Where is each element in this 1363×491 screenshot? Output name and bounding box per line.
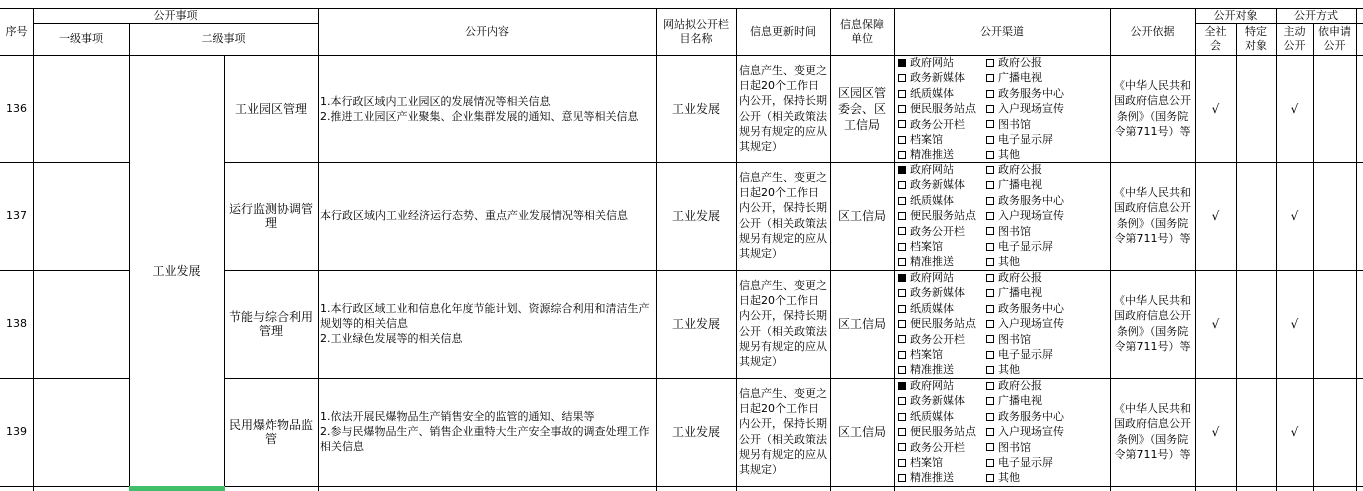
channel-label: 纸质媒体 xyxy=(910,193,954,207)
checkbox-icon[interactable] xyxy=(986,90,994,98)
column-name-cell: 工业发展 xyxy=(671,424,720,439)
channel-label: 政务服务中心 xyxy=(998,193,1064,207)
channel-option[interactable] xyxy=(985,55,1105,70)
checkbox-icon[interactable] xyxy=(986,305,994,313)
channel-label: 入户现场宣传 xyxy=(998,317,1064,331)
channel-label: 政府网站 xyxy=(910,163,954,176)
channel-label: 精准推送 xyxy=(910,363,954,377)
channel-option[interactable] xyxy=(897,254,985,269)
checkbox-icon[interactable] xyxy=(898,181,906,189)
channel-option[interactable] xyxy=(985,147,1105,162)
checkbox-icon[interactable] xyxy=(986,120,994,128)
channel-option[interactable] xyxy=(985,132,1105,147)
checkbox-icon[interactable] xyxy=(898,413,906,421)
content-cell: 1.本行政区域内工业园区的发展情况等相关信息 2.推进工业园区产业聚集、企业集群发展的通知、意见等相关信息 xyxy=(320,94,639,123)
channel-option[interactable] xyxy=(897,177,985,192)
checkbox-icon[interactable] xyxy=(986,243,994,251)
channel-option[interactable] xyxy=(985,117,1105,132)
header-basis: 公开依据 xyxy=(1130,24,1175,38)
checkbox-icon[interactable] xyxy=(986,274,994,282)
channel-label: 政务服务中心 xyxy=(998,409,1064,423)
channel-label: 广播电视 xyxy=(998,71,1042,85)
item-name-cell: 节能与综合利用管理 xyxy=(228,309,313,338)
target-specific-mark xyxy=(1236,378,1276,485)
target-specific-mark xyxy=(1236,162,1276,269)
channel-option[interactable] xyxy=(897,162,985,177)
channel-label: 入户现场宣传 xyxy=(998,425,1064,439)
checkbox-icon[interactable] xyxy=(986,474,994,482)
header-target-all: 全社会 xyxy=(1204,25,1227,52)
header-column-name: 网站拟公开栏目名称 xyxy=(663,17,729,45)
channel-label: 政务新媒体 xyxy=(910,394,965,408)
channel-option[interactable] xyxy=(985,455,1105,470)
method-apply-mark xyxy=(1313,162,1356,269)
header-method-active: 主动公开 xyxy=(1283,25,1306,52)
item-name-cell: 民用爆炸物品监管 xyxy=(228,417,313,446)
checkbox-icon[interactable] xyxy=(898,136,906,144)
checkbox-icon[interactable] xyxy=(986,212,994,220)
channel-label: 纸质媒体 xyxy=(910,409,954,423)
channel-label: 入户现场宣传 xyxy=(998,102,1064,116)
checkbox-icon[interactable] xyxy=(898,289,906,297)
channel-option[interactable] xyxy=(897,301,985,316)
checkbox-icon[interactable] xyxy=(898,212,906,220)
header-guarantee-unit: 信息保障单位 xyxy=(840,17,884,45)
checkbox-icon[interactable] xyxy=(986,59,994,67)
channel-option[interactable] xyxy=(897,70,985,85)
seq-cell: 139 xyxy=(6,424,27,438)
channel-option[interactable] xyxy=(985,254,1105,269)
checkbox-icon[interactable] xyxy=(986,382,994,390)
channel-option[interactable] xyxy=(985,70,1105,85)
header-seq: 序号 xyxy=(5,24,28,38)
checkbox-icon[interactable] xyxy=(898,305,906,313)
method-apply-mark xyxy=(1313,55,1356,162)
header-target: 公开对象 xyxy=(1213,8,1258,22)
checkbox-icon[interactable] xyxy=(898,351,906,359)
update-time-cell: 信息产生、变更之日起20个工作日内公开，保持长期公开（相关政策法规另有规定的应从其规定） xyxy=(739,170,827,261)
update-time-cell: 信息产生、变更之日起20个工作日内公开，保持长期公开（相关政策法规另有规定的应从其规定） xyxy=(739,386,827,477)
basis-cell: 《中华人民共和国政府信息公开条例》（国务院令第711号）等 xyxy=(1114,293,1191,353)
channel-label: 图书馆 xyxy=(998,224,1031,238)
channel-checklist xyxy=(897,162,1109,270)
channel-option[interactable] xyxy=(897,470,985,485)
channel-label: 精准推送 xyxy=(910,255,954,269)
channel-option[interactable] xyxy=(985,285,1105,300)
channel-label: 政务服务中心 xyxy=(998,301,1064,315)
channel-label: 便民服务站点 xyxy=(910,102,976,116)
header-method: 公开方式 xyxy=(1294,8,1338,22)
guarantee-unit-cell: 区园区管委会、区工信局 xyxy=(837,85,886,132)
checkbox-icon[interactable] xyxy=(986,227,994,235)
checkbox-icon[interactable] xyxy=(898,197,906,205)
channel-label: 政府公报 xyxy=(998,379,1042,392)
target-specific-mark xyxy=(1236,270,1276,377)
channel-label: 政务新媒体 xyxy=(910,71,965,85)
channel-option[interactable] xyxy=(897,378,985,393)
checked-box-icon[interactable] xyxy=(898,59,906,67)
basis-cell: 《中华人民共和国政府信息公开条例》（国务院令第711号）等 xyxy=(1114,401,1191,461)
channel-option[interactable] xyxy=(897,362,985,377)
checkbox-icon[interactable] xyxy=(986,105,994,113)
channel-label: 政府公报 xyxy=(998,56,1042,69)
channel-option[interactable] xyxy=(897,347,985,362)
channel-label: 电子显示屏 xyxy=(998,240,1053,254)
checkbox-icon[interactable] xyxy=(986,151,994,159)
basis-cell: 《中华人民共和国政府信息公开条例》（国务院令第711号）等 xyxy=(1114,185,1191,245)
channel-option[interactable] xyxy=(897,316,985,331)
selected-cell-indicator xyxy=(129,486,225,491)
checkbox-icon[interactable] xyxy=(986,74,994,82)
channel-checklist xyxy=(897,55,1109,163)
target-specific-mark xyxy=(1236,55,1276,162)
column-name-cell: 工业发展 xyxy=(671,208,720,223)
checkbox-icon[interactable] xyxy=(898,105,906,113)
channel-label: 广播电视 xyxy=(998,178,1042,192)
channel-option[interactable] xyxy=(985,162,1105,177)
level2-group-cell: 工业发展 xyxy=(152,263,201,278)
channel-option[interactable] xyxy=(897,424,985,439)
channel-option[interactable] xyxy=(985,208,1105,223)
guarantee-unit-cell: 区工信局 xyxy=(837,208,886,223)
channel-label: 政府网站 xyxy=(910,379,954,392)
channel-label: 其他 xyxy=(998,471,1020,485)
channel-option[interactable] xyxy=(897,455,985,470)
channel-option[interactable] xyxy=(985,362,1105,377)
channel-label: 纸质媒体 xyxy=(910,86,954,100)
channel-label: 电子显示屏 xyxy=(998,133,1053,147)
seq-cell: 137 xyxy=(6,208,27,222)
channel-option[interactable] xyxy=(897,208,985,223)
channel-label: 广播电视 xyxy=(998,394,1042,408)
channel-checklist xyxy=(897,270,1109,378)
method-active-mark: √ xyxy=(1290,424,1299,439)
checkbox-icon[interactable] xyxy=(898,227,906,235)
channel-label: 其他 xyxy=(998,255,1020,269)
checkbox-icon[interactable] xyxy=(986,136,994,144)
channel-option[interactable] xyxy=(985,424,1105,439)
channel-label: 档案馆 xyxy=(910,456,943,470)
header-level1: 一级事项 xyxy=(59,32,103,45)
channel-option[interactable] xyxy=(897,147,985,162)
channel-label: 便民服务站点 xyxy=(910,209,976,223)
basis-cell: 《中华人民共和国政府信息公开条例》（国务院令第711号）等 xyxy=(1114,78,1191,138)
channel-option[interactable] xyxy=(897,440,985,455)
channel-option[interactable] xyxy=(897,117,985,132)
channel-label: 政务公开栏 xyxy=(910,224,965,238)
update-time-cell: 信息产生、变更之日起20个工作日内公开，保持长期公开（相关政策法规另有规定的应从其规定） xyxy=(739,278,827,369)
channel-option[interactable] xyxy=(985,101,1105,116)
checkbox-icon[interactable] xyxy=(986,366,994,374)
checkbox-icon[interactable] xyxy=(898,243,906,251)
header-content: 公开内容 xyxy=(465,24,509,38)
checkbox-icon[interactable] xyxy=(986,428,994,436)
content-cell: 本行政区域内工业经济运行态势、重点产业发展情况等相关信息 xyxy=(320,209,628,222)
seq-cell: 138 xyxy=(6,316,27,330)
channel-option[interactable] xyxy=(985,332,1105,347)
checkbox-icon[interactable] xyxy=(986,197,994,205)
channel-option[interactable] xyxy=(985,86,1105,101)
channel-label: 图书馆 xyxy=(998,117,1031,131)
checked-box-icon[interactable] xyxy=(898,166,906,174)
channel-label: 档案馆 xyxy=(910,240,943,254)
channel-option[interactable] xyxy=(985,177,1105,192)
channel-checklist xyxy=(897,378,1109,486)
channel-option[interactable] xyxy=(897,132,985,147)
channel-label: 档案馆 xyxy=(910,133,943,147)
checkbox-icon[interactable] xyxy=(898,366,906,374)
channel-label: 图书馆 xyxy=(998,332,1031,346)
channel-label: 其他 xyxy=(998,363,1020,377)
checkbox-icon[interactable] xyxy=(898,74,906,82)
checkbox-icon[interactable] xyxy=(986,258,994,266)
channel-label: 入户现场宣传 xyxy=(998,209,1064,223)
channel-label: 其他 xyxy=(998,148,1020,162)
item-name-cell: 工业园区管理 xyxy=(234,101,307,116)
checkbox-icon[interactable] xyxy=(898,459,906,467)
channel-label: 广播电视 xyxy=(998,286,1042,300)
header-public-items: 公开事项 xyxy=(153,8,198,22)
checked-box-icon[interactable] xyxy=(898,274,906,282)
channel-label: 纸质媒体 xyxy=(910,301,954,315)
checkbox-icon[interactable] xyxy=(986,397,994,405)
channel-option[interactable] xyxy=(897,239,985,254)
content-cell: 1.本行政区域工业和信息化年度节能计划、资源综合利用和清洁生产规划等的相关信息 2.工业绿色发展等的相关信息 xyxy=(320,302,650,345)
method-apply-mark xyxy=(1313,378,1356,485)
method-active-mark: √ xyxy=(1290,316,1299,331)
channel-option[interactable] xyxy=(897,285,985,300)
channel-option[interactable] xyxy=(897,393,985,408)
channel-label: 电子显示屏 xyxy=(998,456,1053,470)
column-name-cell: 工业发展 xyxy=(671,101,720,116)
channel-option[interactable] xyxy=(985,224,1105,239)
checkbox-icon[interactable] xyxy=(898,335,906,343)
channel-option[interactable] xyxy=(897,101,985,116)
checkbox-icon[interactable] xyxy=(986,351,994,359)
channel-label: 政府公报 xyxy=(998,271,1042,284)
channel-label: 政务新媒体 xyxy=(910,286,965,300)
channel-label: 政府网站 xyxy=(910,56,954,69)
channel-label: 政务公开栏 xyxy=(910,332,965,346)
channel-option[interactable] xyxy=(897,55,985,70)
channel-option[interactable] xyxy=(897,86,985,101)
channel-option[interactable] xyxy=(985,193,1105,208)
checkbox-icon[interactable] xyxy=(898,428,906,436)
checked-box-icon[interactable] xyxy=(898,382,906,390)
channel-option[interactable] xyxy=(985,440,1105,455)
channel-option[interactable] xyxy=(985,301,1105,316)
checkbox-icon[interactable] xyxy=(986,289,994,297)
target-all-mark: √ xyxy=(1211,208,1220,223)
channel-label: 政府网站 xyxy=(910,271,954,284)
channel-option[interactable] xyxy=(897,193,985,208)
channel-option[interactable] xyxy=(897,332,985,347)
channel-option[interactable] xyxy=(985,316,1105,331)
checkbox-icon[interactable] xyxy=(986,335,994,343)
column-name-cell: 工业发展 xyxy=(671,316,720,331)
header-target-specific: 特定对象 xyxy=(1245,25,1267,52)
checkbox-icon[interactable] xyxy=(986,320,994,328)
channel-option[interactable] xyxy=(985,270,1105,285)
channel-option[interactable] xyxy=(897,409,985,424)
checkbox-icon[interactable] xyxy=(898,320,906,328)
channel-option[interactable] xyxy=(985,409,1105,424)
channel-option[interactable] xyxy=(985,393,1105,408)
checkbox-icon[interactable] xyxy=(986,181,994,189)
channel-label: 政府公报 xyxy=(998,163,1042,176)
header-update-time: 信息更新时间 xyxy=(750,24,816,38)
channel-label: 精准推送 xyxy=(910,148,954,162)
channel-label: 档案馆 xyxy=(910,348,943,362)
checkbox-icon[interactable] xyxy=(898,397,906,405)
channel-label: 精准推送 xyxy=(910,471,954,485)
seq-cell: 136 xyxy=(6,101,27,115)
checkbox-icon[interactable] xyxy=(898,120,906,128)
header-channel: 公开渠道 xyxy=(980,24,1024,38)
item-name-cell: 运行监测协调管理 xyxy=(228,201,313,230)
target-all-mark: √ xyxy=(1211,101,1220,116)
checkbox-icon[interactable] xyxy=(898,443,906,451)
checkbox-icon[interactable] xyxy=(898,258,906,266)
update-time-cell: 信息产生、变更之日起20个工作日内公开，保持长期公开（相关政策法规另有规定的应从其规定） xyxy=(739,63,827,154)
channel-option[interactable] xyxy=(985,378,1105,393)
channel-label: 便民服务站点 xyxy=(910,425,976,439)
channel-option[interactable] xyxy=(897,224,985,239)
guarantee-unit-cell: 区工信局 xyxy=(837,424,886,439)
checkbox-icon[interactable] xyxy=(986,443,994,451)
channel-option[interactable] xyxy=(985,239,1105,254)
channel-option[interactable] xyxy=(985,470,1105,485)
header-level2: 二级事项 xyxy=(201,32,246,45)
target-all-mark: √ xyxy=(1211,316,1220,331)
channel-option[interactable] xyxy=(985,347,1105,362)
level1-cell xyxy=(33,55,129,486)
channel-label: 政务服务中心 xyxy=(998,86,1064,100)
checkbox-icon[interactable] xyxy=(898,90,906,98)
header-method-apply: 依申请公开 xyxy=(1318,25,1351,52)
checkbox-icon[interactable] xyxy=(986,166,994,174)
checkbox-icon[interactable] xyxy=(898,151,906,159)
checkbox-icon[interactable] xyxy=(986,413,994,421)
channel-label: 图书馆 xyxy=(998,440,1031,454)
method-apply-mark xyxy=(1313,270,1356,377)
target-all-mark: √ xyxy=(1211,424,1220,439)
channel-label: 电子显示屏 xyxy=(998,348,1053,362)
channel-label: 政务公开栏 xyxy=(910,440,965,454)
method-active-mark: √ xyxy=(1290,208,1299,223)
channel-label: 便民服务站点 xyxy=(910,317,976,331)
channel-label: 政务新媒体 xyxy=(910,178,965,192)
channel-label: 政务公开栏 xyxy=(910,117,965,131)
checkbox-icon[interactable] xyxy=(898,474,906,482)
method-active-mark: √ xyxy=(1290,101,1299,116)
guarantee-unit-cell: 区工信局 xyxy=(837,316,886,331)
channel-option[interactable] xyxy=(897,270,985,285)
checkbox-icon[interactable] xyxy=(986,459,994,467)
content-cell: 1.依法开展民爆物品生产销售安全的监管的通知、结果等 2.参与民爆物品生产、销售企业重特大生产安全事故的调查处理工作相关信息 xyxy=(320,410,650,453)
